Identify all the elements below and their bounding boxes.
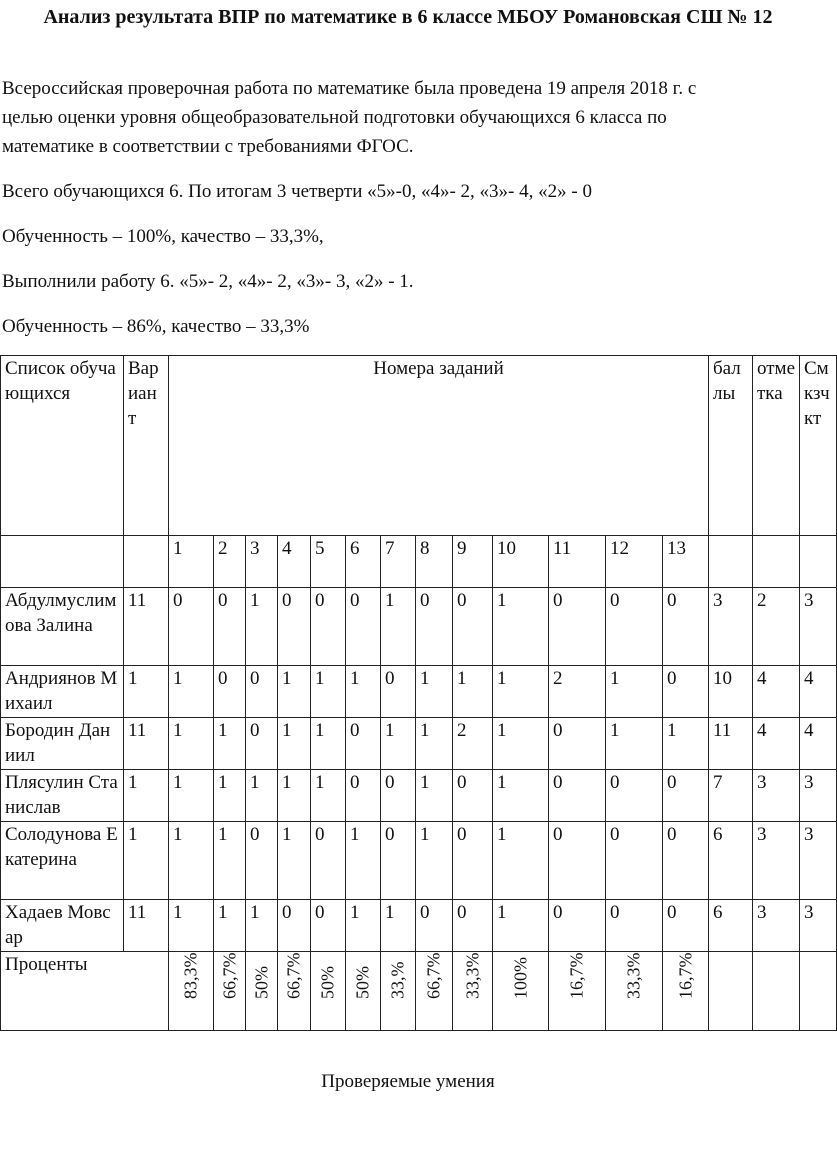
score-cell: 1: [278, 718, 311, 770]
score-cell: 1: [416, 718, 453, 770]
task-number: 6: [346, 536, 381, 588]
score-cell: 1: [169, 770, 214, 822]
score-cell: 1: [169, 822, 214, 900]
percent-value: 16,7%: [675, 952, 695, 999]
variant-cell: 1: [124, 770, 169, 822]
score-cell: 1: [416, 770, 453, 822]
student-name: Бородин Даниил: [1, 718, 124, 770]
score-cell: 0: [453, 770, 493, 822]
score-cell: 1: [493, 822, 549, 900]
points-cell: 3: [709, 588, 753, 666]
variant-cell: 11: [124, 900, 169, 952]
task-number: 1: [169, 536, 214, 588]
mark-cell: 4: [753, 718, 800, 770]
percent-cell: [606, 952, 663, 1031]
task-number: 11: [549, 536, 606, 588]
score-cell: 1: [278, 770, 311, 822]
score-cell: 0: [606, 900, 663, 952]
score-cell: 1: [246, 588, 278, 666]
score-cell: 0: [606, 770, 663, 822]
table-row: [1, 588, 837, 666]
score-cell: 1: [606, 718, 663, 770]
score-cell: 0: [214, 666, 246, 718]
score-cell: 1: [493, 770, 549, 822]
header-variant: Вариант: [124, 356, 169, 536]
percent-cell: [169, 952, 214, 1031]
score-cell: 0: [663, 822, 709, 900]
score-cell: 0: [246, 822, 278, 900]
header-row: [1, 356, 837, 536]
score-cell: 0: [381, 666, 416, 718]
score-cell: 0: [346, 770, 381, 822]
header-mark: отметка: [753, 356, 800, 536]
score-cell: 0: [381, 770, 416, 822]
percent-value: 33,3%: [623, 952, 644, 999]
score-cell: 1: [311, 770, 346, 822]
mark-cell: 3: [753, 900, 800, 952]
percent-value: 16,7%: [566, 952, 587, 999]
score-cell: 0: [246, 666, 278, 718]
mark-cell: 4: [753, 666, 800, 718]
empty-cell: [709, 952, 753, 1031]
variant-cell: 1: [124, 666, 169, 718]
score-cell: 0: [663, 770, 709, 822]
score-cell: 0: [663, 588, 709, 666]
score-cell: 1: [493, 588, 549, 666]
score-cell: 0: [416, 900, 453, 952]
task-number: 4: [278, 536, 311, 588]
score-cell: 1: [606, 666, 663, 718]
score-cell: 1: [311, 718, 346, 770]
percent-cell: [416, 952, 453, 1031]
percent-value: 83,3%: [180, 952, 201, 999]
percent-cell: [246, 952, 278, 1031]
task-number: 5: [311, 536, 346, 588]
task-number: 12: [606, 536, 663, 588]
score-cell: 1: [493, 900, 549, 952]
table-row: [1, 718, 837, 770]
score-cell: 1: [214, 900, 246, 952]
score-cell: 1: [663, 718, 709, 770]
student-name: Плясулин Станислав: [1, 770, 124, 822]
score-cell: 0: [453, 900, 493, 952]
percent-cell: [278, 952, 311, 1031]
score-cell: 0: [346, 588, 381, 666]
score-cell: 0: [549, 822, 606, 900]
section-heading: Проверяемые умения: [321, 1071, 495, 1092]
score-cell: 0: [549, 770, 606, 822]
score-cell: 1: [381, 588, 416, 666]
score-cell: 1: [416, 822, 453, 900]
empty-cell: [800, 952, 837, 1031]
percent-value: 66,7%: [219, 952, 239, 999]
variant-cell: 11: [124, 588, 169, 666]
empty-cell: [124, 536, 169, 588]
score-cell: 0: [663, 666, 709, 718]
score-cell: 0: [311, 822, 346, 900]
score-cell: 0: [311, 588, 346, 666]
points-cell: 6: [709, 822, 753, 900]
percent-cell: [453, 952, 493, 1031]
student-name: Андриянов Михаил: [1, 666, 124, 718]
mark-cell: 3: [753, 770, 800, 822]
score-cell: 0: [453, 588, 493, 666]
score-cell: 0: [549, 718, 606, 770]
work-summary: Выполнили работу 6. «5»- 2, «4»- 2, «3»- 3, «2» - 1.: [2, 271, 414, 292]
score-cell: 0: [549, 900, 606, 952]
extra-cell: 4: [800, 718, 837, 770]
score-cell: 1: [381, 900, 416, 952]
score-cell: 2: [453, 718, 493, 770]
percent-cell: [549, 952, 606, 1031]
score-cell: 1: [416, 666, 453, 718]
score-cell: 0: [606, 588, 663, 666]
score-cell: 1: [246, 900, 278, 952]
score-cell: 1: [493, 666, 549, 718]
results-table: [0, 355, 837, 1031]
empty-cell: [753, 952, 800, 1031]
score-cell: 0: [453, 822, 493, 900]
score-cell: 1: [493, 718, 549, 770]
score-cell: 1: [346, 822, 381, 900]
intro-line-2: целью оценки уровня общеобразовательной подготовки обучающихся 6 класса по: [2, 107, 667, 128]
variant-cell: 11: [124, 718, 169, 770]
extra-cell: 3: [800, 770, 837, 822]
intro-line-3: математике в соответствии с требованиями ФГОС.: [2, 136, 414, 157]
empty-cell: [753, 536, 800, 588]
term-quality: Обученность – 100%, качество – 33,3%,: [2, 226, 324, 247]
task-number: 13: [663, 536, 709, 588]
empty-cell: [1, 536, 124, 588]
score-cell: 1: [278, 822, 311, 900]
extra-cell: 3: [800, 900, 837, 952]
score-cell: 1: [311, 666, 346, 718]
table-row: [1, 666, 837, 718]
mark-cell: 3: [753, 822, 800, 900]
header-extra: Cмкзчкт: [800, 356, 837, 536]
header-tasks: Номера заданий: [169, 356, 709, 536]
score-cell: 1: [346, 900, 381, 952]
table-row: [1, 900, 837, 952]
score-cell: 0: [169, 588, 214, 666]
percent-value: 50%: [317, 966, 338, 999]
students-summary: Всего обучающихся 6. По итогам 3 четверти «5»-0, «4»- 2, «3»- 4, «2» - 0: [2, 181, 592, 202]
percent-value: 100%: [510, 957, 530, 999]
percent-cell: [311, 952, 346, 1031]
percent-cell: [346, 952, 381, 1031]
task-number: 9: [453, 536, 493, 588]
page-title: Анализ результата ВПР по математике в 6 классе МБОУ Романовская СШ № 12: [43, 6, 773, 28]
score-cell: 0: [346, 718, 381, 770]
score-cell: 1: [169, 718, 214, 770]
score-cell: 0: [214, 588, 246, 666]
score-cell: 1: [214, 770, 246, 822]
student-name: Хадаев Мовсар: [1, 900, 124, 952]
score-cell: 1: [453, 666, 493, 718]
task-number: 2: [214, 536, 246, 588]
extra-cell: 3: [800, 822, 837, 900]
score-cell: 2: [549, 666, 606, 718]
mark-cell: 2: [753, 588, 800, 666]
score-cell: 0: [246, 718, 278, 770]
percent-value: 33,3%: [462, 952, 482, 999]
extra-cell: 4: [800, 666, 837, 718]
score-cell: 1: [169, 666, 214, 718]
score-cell: 1: [214, 822, 246, 900]
intro-line-1: Всероссийская проверочная работа по математике была проведена 19 апреля 2018 г. с: [2, 78, 697, 99]
percent-cell: [214, 952, 246, 1031]
score-cell: 0: [311, 900, 346, 952]
percent-cell: [493, 952, 549, 1031]
points-cell: 6: [709, 900, 753, 952]
header-points: баллы: [709, 356, 753, 536]
task-number-row: [1, 536, 837, 588]
score-cell: 0: [549, 588, 606, 666]
score-cell: 0: [606, 822, 663, 900]
percent-cell: [663, 952, 709, 1031]
score-cell: 0: [416, 588, 453, 666]
task-number: 8: [416, 536, 453, 588]
student-name: Солодунова Екатерина: [1, 822, 124, 900]
empty-cell: [800, 536, 837, 588]
score-cell: 1: [214, 718, 246, 770]
task-number: 3: [246, 536, 278, 588]
points-cell: 7: [709, 770, 753, 822]
score-cell: 1: [278, 666, 311, 718]
percent-value: 33,%: [387, 961, 408, 999]
percent-value: 50%: [352, 966, 373, 999]
points-cell: 10: [709, 666, 753, 718]
score-cell: 0: [381, 822, 416, 900]
task-number: 10: [493, 536, 549, 588]
extra-cell: 3: [800, 588, 837, 666]
table-row: [1, 822, 837, 900]
points-cell: 11: [709, 718, 753, 770]
percent-value: 50%: [251, 966, 271, 999]
percent-label: Проценты: [1, 952, 169, 1031]
score-cell: 0: [278, 588, 311, 666]
score-cell: 0: [278, 900, 311, 952]
percent-value: 66,7%: [283, 952, 304, 999]
table-row: [1, 770, 837, 822]
student-name: Абдулмуслимова Залина: [1, 588, 124, 666]
percent-cell: [381, 952, 416, 1031]
score-cell: 1: [346, 666, 381, 718]
work-quality: Обученность – 86%, качество – 33,3%: [2, 316, 310, 337]
task-number: 7: [381, 536, 416, 588]
score-cell: 0: [663, 900, 709, 952]
score-cell: 1: [246, 770, 278, 822]
variant-cell: 1: [124, 822, 169, 900]
percent-row: [1, 952, 837, 1031]
score-cell: 1: [381, 718, 416, 770]
percent-value: 66,7%: [423, 952, 444, 999]
header-students: Список обучающихся: [1, 356, 124, 536]
empty-cell: [709, 536, 753, 588]
score-cell: 1: [169, 900, 214, 952]
